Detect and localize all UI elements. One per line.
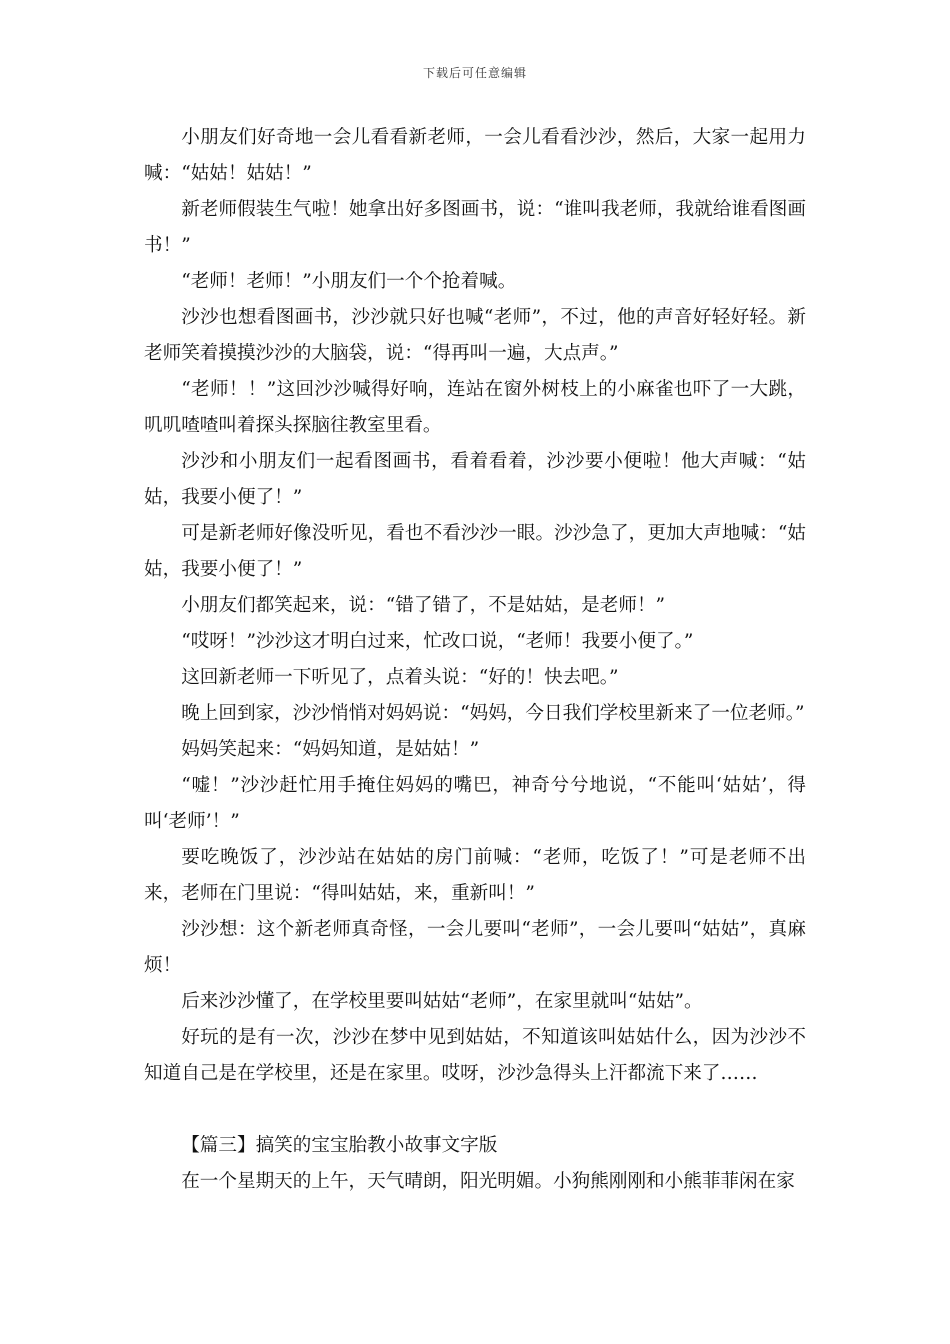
story-paragraph: 小朋友们都笑起来，说：“错了错了，不是姑姑，是老师！”	[181, 595, 666, 616]
story-paragraph: 沙沙和小朋友们一起看图画书，看着看着，沙沙要小便啦！他大声喊：“姑姑，我要小便了！”	[144, 451, 806, 508]
story-paragraph: “老师！！”这回沙沙喊得好响，连站在窗外树枝上的小麻雀也吓了一大跳，叽叽喳喳叫着探头探脑往教室里看。	[144, 379, 806, 436]
story-paragraph: 晚上回到家，沙沙悄悄对妈妈说：“妈妈，今日我们学校里新来了一位老师。”	[181, 703, 805, 724]
story-paragraph: 沙沙也想看图画书，沙沙就只好也喊“老师”，不过，他的声音好轻好轻。新老师笑着摸摸沙沙的大脑袋，说：“得再叫一遍，大点声。”	[144, 307, 806, 364]
story-paragraph: 新老师假装生气啦！她拿出好多图画书，说：“谁叫我老师，我就给谁看图画书！”	[144, 199, 806, 256]
section-spacer	[144, 1092, 806, 1128]
story-paragraph: 妈妈笑起来：“妈妈知道，是姑姑！”	[181, 739, 480, 760]
section-paragraph: 在一个星期天的上午，天气晴朗，阳光明媚。小狗熊刚刚和小熊菲菲闲在家	[181, 1171, 795, 1192]
story-paragraph: “哎呀！”沙沙这才明白过来，忙改口说，“老师！我要小便了。”	[181, 631, 694, 652]
page-header: 下载后可任意编辑	[422, 66, 527, 80]
story-paragraph: 这回新老师一下听见了，点着头说：“好的！快去吧。”	[181, 667, 619, 688]
story-paragraph: 沙沙想：这个新老师真奇怪，一会儿要叫“老师”，一会儿要叫“姑姑”，真麻烦！	[144, 919, 806, 976]
story-paragraph: 要吃晚饭了，沙沙站在姑姑的房门前喊：“老师，吃饭了！”可是老师不出来，老师在门里说：“得叫姑姑，来，重新叫！”	[144, 847, 806, 904]
story-paragraph: 小朋友们好奇地一会儿看看新老师，一会儿看看沙沙，然后，大家一起用力喊：“姑姑！姑姑！”	[144, 127, 806, 184]
section-title: 【篇三】搞笑的宝宝胎教小故事文字版	[181, 1135, 498, 1156]
story-paragraph: “嘘！”沙沙赶忙用手掩住妈妈的嘴巴，神奇兮兮地说，“不能叫‘姑姑’，得叫‘老师’！”	[144, 775, 806, 832]
story-paragraph: 好玩的是有一次，沙沙在梦中见到姑姑，不知道该叫姑姑什么，因为沙沙不知道自己是在学校里，还是在家里。哎呀，沙沙急得头上汗都流下来了……	[144, 1027, 806, 1084]
story-paragraph: 后来沙沙懂了，在学校里要叫姑姑“老师”，在家里就叫“姑姑”。	[181, 991, 703, 1012]
document-body	[144, 120, 806, 1200]
story-paragraph: 可是新老师好像没听见，看也不看沙沙一眼。沙沙急了，更加大声地喊：“姑姑，我要小便了！”	[144, 523, 806, 580]
story-paragraph: “老师！老师！”小朋友们一个个抢着喊。	[181, 271, 517, 292]
